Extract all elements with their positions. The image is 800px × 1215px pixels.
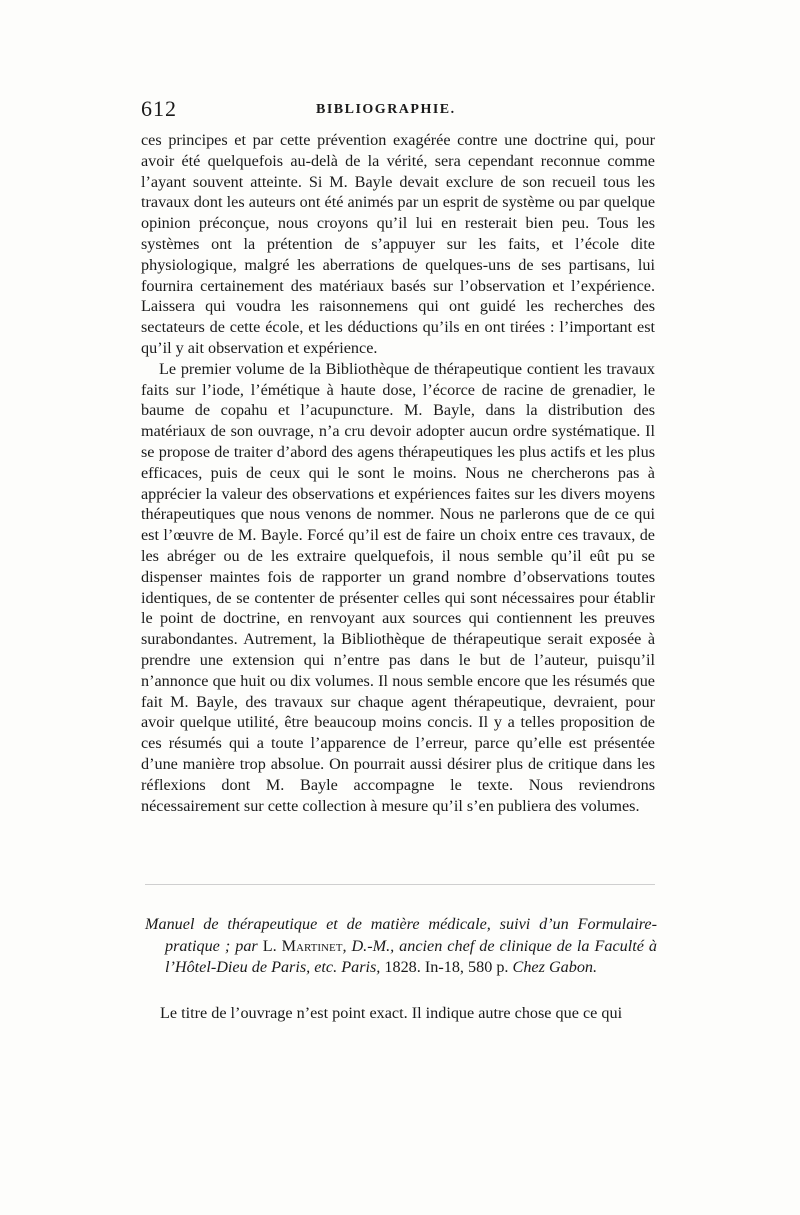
section-divider (145, 884, 655, 885)
running-head: BIBLIOGRAPHIE. (316, 102, 456, 117)
citation-year-format: 1828. In-18, 580 p. (384, 958, 509, 976)
body-text (141, 130, 655, 816)
page-header (141, 96, 661, 126)
citation-title: Manuel de thérapeutique et de matière médicale, suivi d’un Formulaire-pratique ; par (145, 915, 657, 955)
paragraph-1: ces principes et par cette prévention exagérée contre une doctrine qui, pour avoir été quelquefois au-delà de la vérité, sera cependant reconnue comme l’ayant souvent atteinte. Si M. Bayle devait exclure de son recueil tous les travaux dont les auteurs ont été animés par un esprit de système ou par quelque opinion préconçue, nous croyons qu’il lui en resterait bien peu. Tous les systèmes ont la prétention de s’appuyer sur les faits, et l’école dite physiologique, malgré les aberrations de quelques-uns de ses partisans, lui fournira certainement des matériaux basés sur l’observation et l’expérience. Laissera qui voudra les raisonnemens qui ont guidé les recherches des sectateurs de cette école, et les déductions qu’ils en ont tirées : l’important est qu’il y ait observation et expérience. (141, 131, 655, 357)
citation-publisher: Chez Gabon. (512, 958, 598, 976)
citation-degree: , D.-M. (342, 936, 391, 955)
page-number: 612 (141, 96, 177, 121)
citation-details: , ancien chef de clinique de la Faculté à l’Hôtel-Dieu de Paris, etc. Paris, (165, 936, 658, 976)
bibliographic-citation (145, 914, 657, 979)
citation-author-name: Martinet (281, 936, 343, 955)
paragraph-2: Le premier volume de la Bibliothèque de thérapeutique contient les travaux faits sur l’iode, l’émétique à haute dose, l’écorce de racine de grenadier, le baume de copahu et l’acupuncture. M. Bayle, dans la distribution des matériaux de son ouvrage, n’a cru devoir adopter aucun ordre systématique. Il se propose de traiter d’abord des agens thérapeutiques les plus actifs et les plus efficaces, puis de ceux qui le sont le moins. Nous ne chercherons pas à apprécier la valeur des observations et expériences faites sur les divers moyens thérapeutiques que nous venons de nommer. Nous ne parlerons que de ce qui est l’œuvre de M. Bayle. Forcé qu’il est de faire un choix entre ces travaux, de les abréger ou de les extraire quelquefois, il nous semble qu’il eût pu se dispenser maintes fois de rapporter un grand nombre d’observations toutes identiques, de se contenter de présenter celles qui sont nécessaires pour établir le point de doctrine, en renvoyant aux sources qui contiennent les preuves surabondantes. Autrement, la Bibliothèque de thérapeutique serait exposée à prendre une extension qui n’entre pas dans le but de l’auteur, puisqu’il n’annonce que huit ou dix volumes. Il nous semble encore que les résumés que fait M. Bayle, des travaux sur chaque agent thérapeutique, devraient, pour avoir quelque utilité, être beaucoup moins concis. Il y a telles proposition de ces résumés qui a toute l’apparence de l’erreur, parce qu’elle est présentée d’une manière trop absolue. On pourrait aussi désirer plus de critique dans les réflexions dont M. Bayle accompagne le texte. Nous reviendrons nécessairement sur cette collection à mesure qu’il s’en publiera des volumes. (141, 359, 655, 815)
closing-line: Le titre de l’ouvrage n’est point exact. Il indique autre chose que ce qui (160, 1004, 623, 1022)
citation-author-initial: L. (262, 936, 277, 955)
